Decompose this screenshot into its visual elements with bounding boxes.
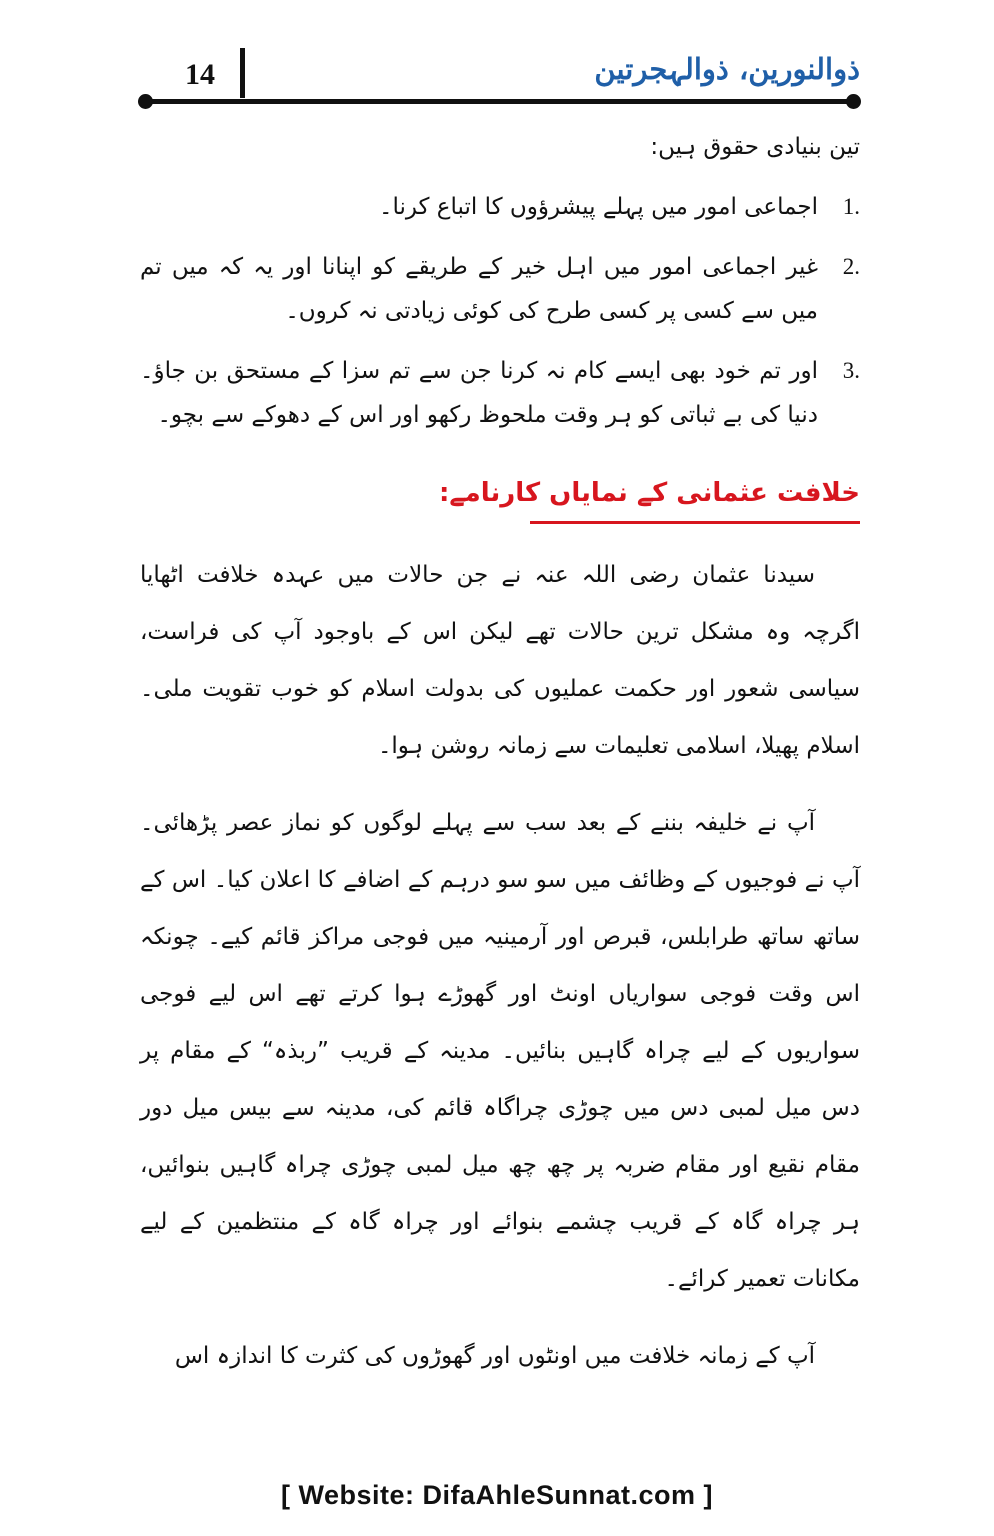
paragraph: آپ نے خلیفہ بننے کے بعد سب سے پہلے لوگوں کو نماز عصر پڑھائی۔ آپ نے فوجیوں کے وظائف میں سو سو درہم کے اضافے کا اعلان کیا۔ اس کے ساتھ ساتھ طرابلس، قبرص اور آرمینیہ میں فوجی مراکز قائم کیے۔ چونکہ اس وقت فوجی سواریاں اونٹ اور گھوڑے ہوا کرتے تھے اس لیے فوجی سواریوں کے لیے چراہ گاہیں بنائیں۔ مدینہ کے قریب ”ربذہ“ کے مقام پر دس میل لمبی دس میں چوڑی چراگاہ قائم کی، مدینہ سے بیس میل دور مقام نقیع اور مقام ضربہ پر چھ چھ میل لمبی چوڑی چراہ گاہیں بنوائیں، ہر چراہ گاہ کے قریب چشمے بنوائے اور چراہ گاہ کے منتظمین کے لیے مکانات تعمیر کرائے۔ [140, 810, 860, 1292]
list-item-text: اجماعی امور میں پہلے پیشرؤوں کا اتباع کرنا۔ [378, 194, 818, 220]
list-item-number: 1. [842, 194, 860, 219]
list-item [140, 349, 860, 437]
header-rule-right-dot [846, 94, 861, 109]
book-title: ذوالنورین، ذوالہجرتین [594, 52, 860, 86]
paragraph: سیدنا عثمان رضی اللہ عنہ نے جن حالات میں عہدہ خلافت اٹھایا اگرچہ وہ مشکل ترین حالات تھے لیکن اس کے باوجود آپ کی فراست، سیاسی شعور اور حکمت عملیوں کی بدولت اسلام کو خوب تقویت ملی۔ اسلام پھیلا، اسلامی تعلیمات سے زمانہ روشن ہوا۔ [140, 562, 860, 759]
list-item [140, 185, 860, 229]
website-footer: [ Website: DifaAhleSunnat.com ] [280, 1480, 714, 1510]
section-heading-underline [530, 521, 860, 524]
list-item-text: اور تم خود بھی ایسے کام نہ کرنا جن سے تم سزا کے مستحق بن جاؤ۔ دنیا کی بے ثباتی کو ہر وقت ملحوظ رکھو اور اس کے دھوکے سے بچو۔ [140, 358, 818, 428]
paragraph: آپ کے زمانہ خلافت میں اونٹوں اور گھوڑوں کی کثرت کا اندازہ اس [174, 1343, 815, 1369]
header-rule [143, 99, 853, 104]
header-rule-left-dot [138, 94, 153, 109]
page-number-divider [240, 48, 245, 98]
rights-list [140, 185, 860, 437]
list-item-number: 2. [842, 254, 860, 279]
section-heading-block [140, 471, 860, 521]
page-content [140, 125, 860, 1405]
list-item [140, 245, 860, 333]
section-heading: خلافت عثمانی کے نمایاں کارنامے: [438, 478, 860, 508]
intro-line: تین بنیادی حقوق ہیں: [650, 134, 860, 160]
list-item-text: غیر اجماعی امور میں اہل خیر کے طریقے کو اپنانا اور یہ کہ میں تم میں سے کسی پر کسی طرح کی کوئی زیادتی نہ کروں۔ [140, 254, 818, 324]
list-item-number: 3. [842, 358, 860, 383]
page-number: 14 [185, 58, 215, 91]
